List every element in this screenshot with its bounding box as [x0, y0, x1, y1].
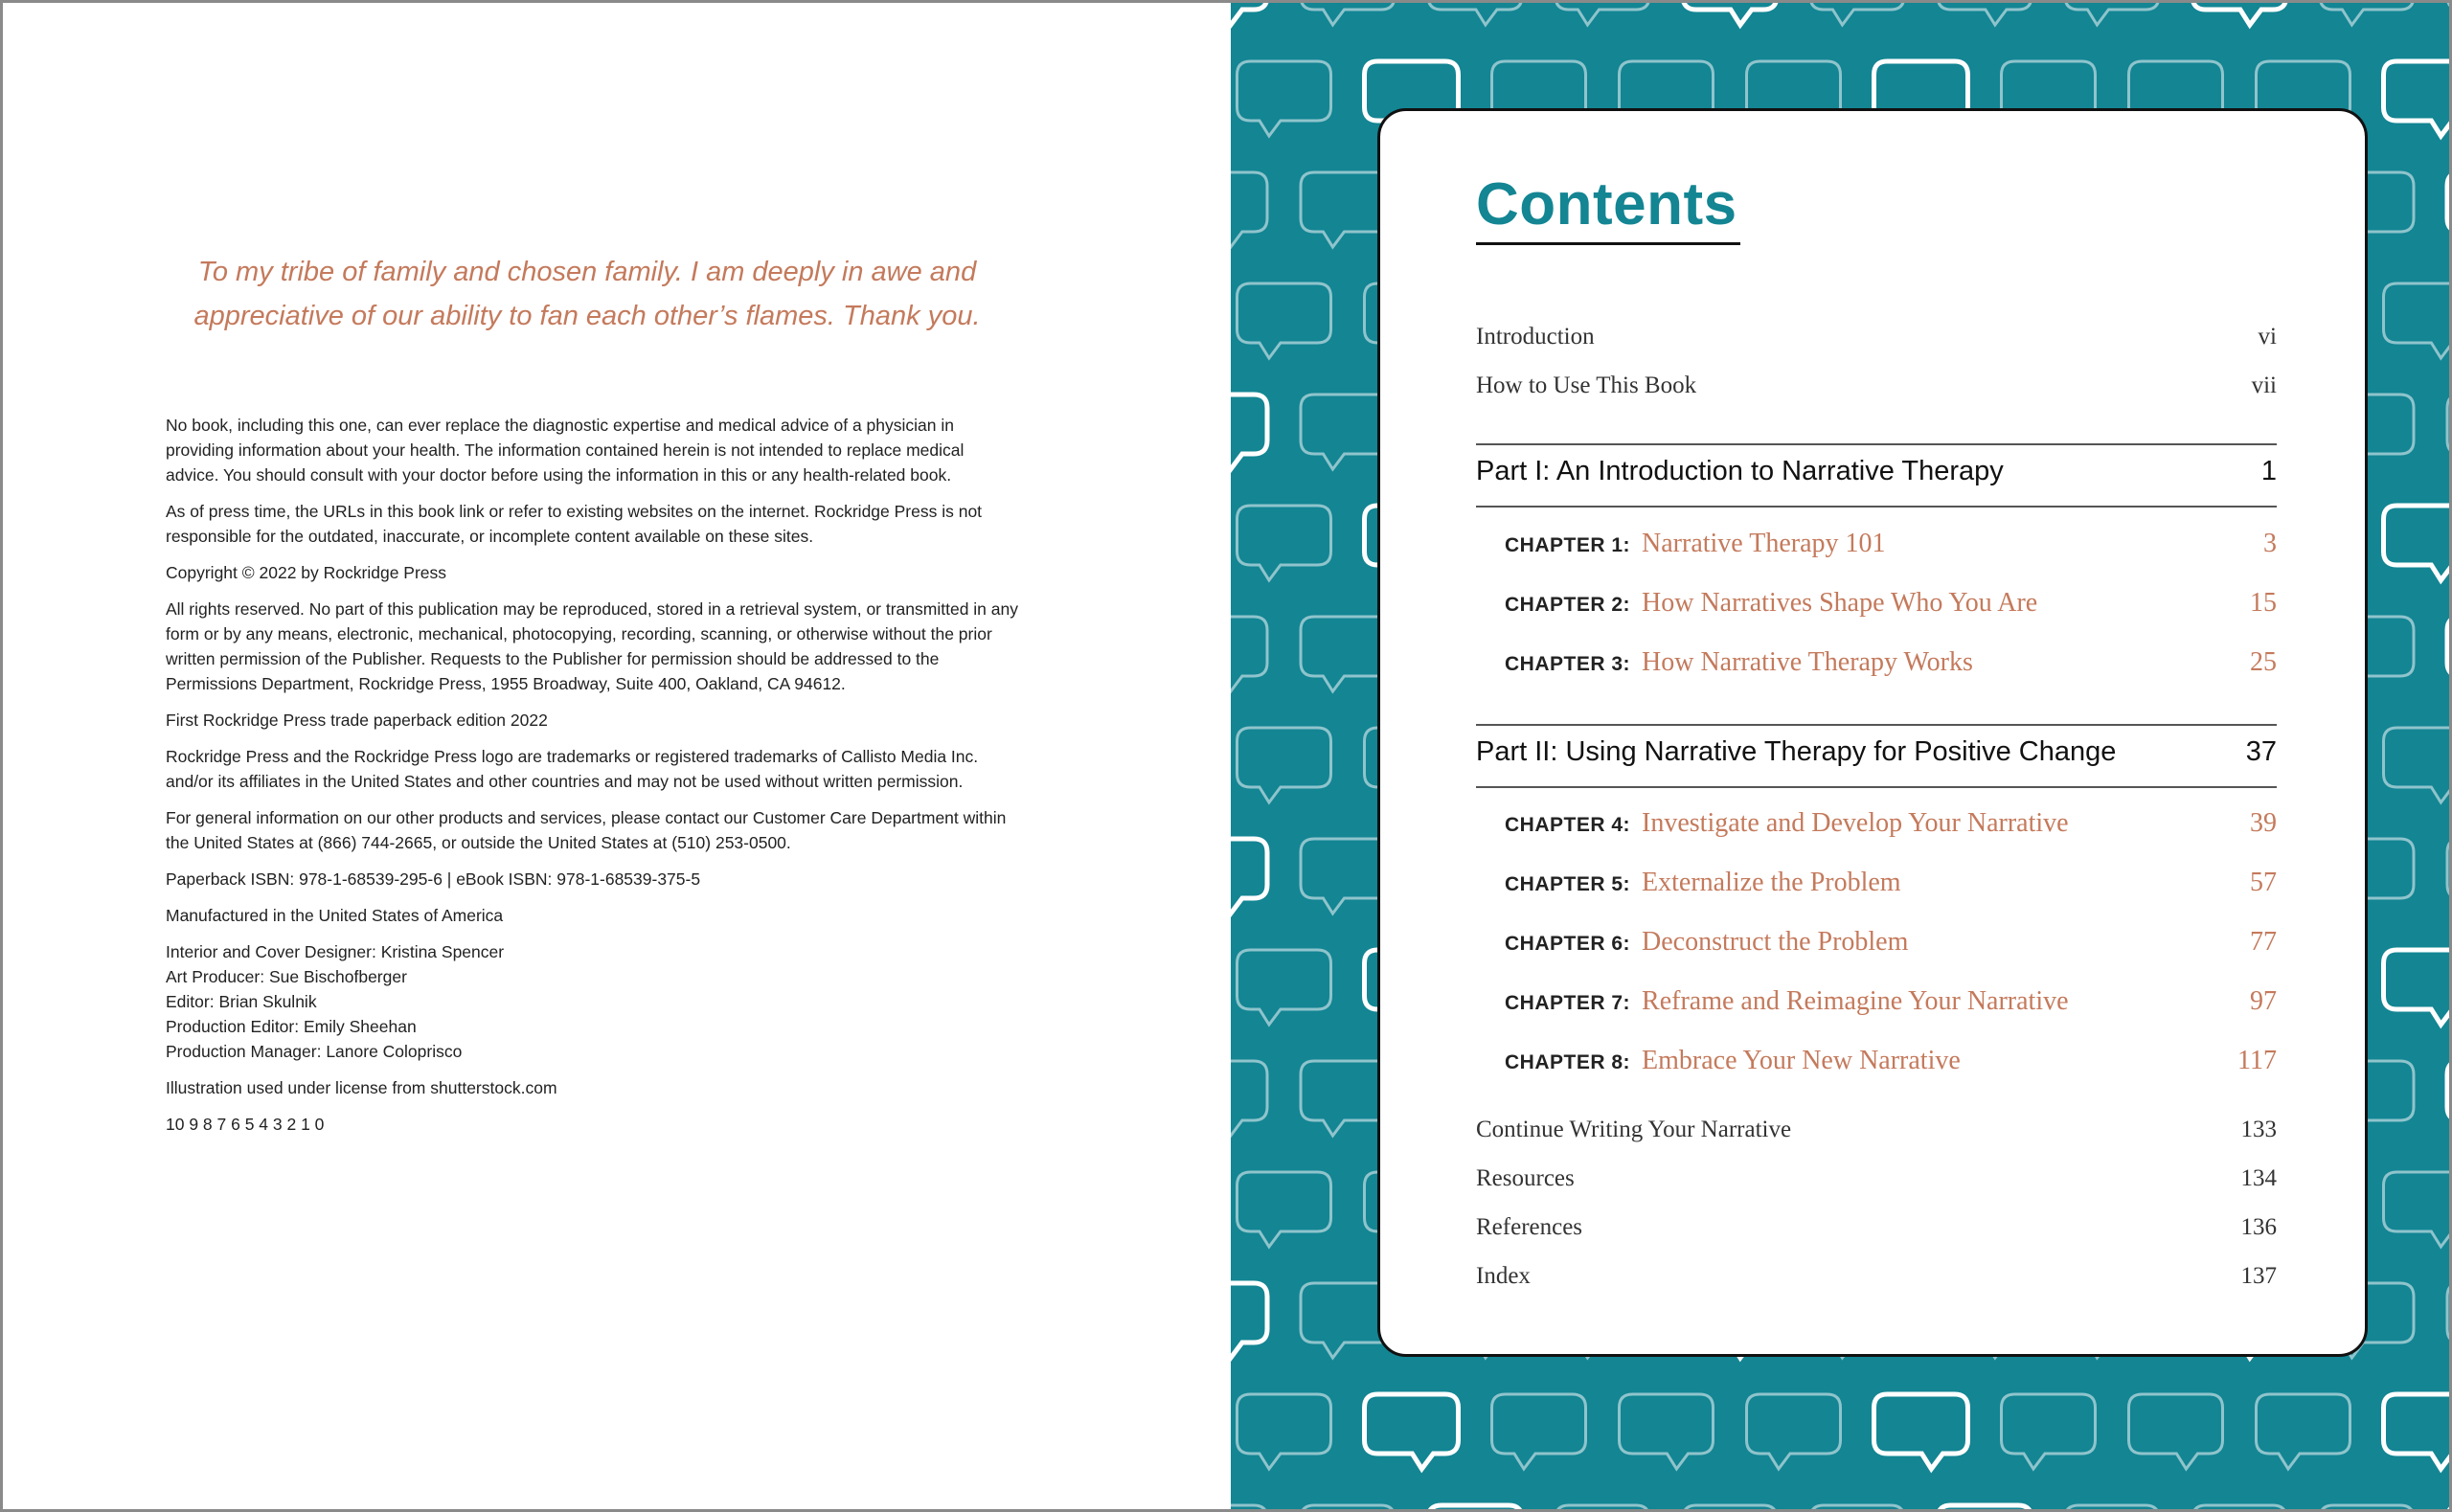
chapter-number: CHAPTER 1: [1505, 534, 1631, 556]
chapter-page: 97 [2250, 986, 2277, 1016]
toc-entry-introduction[interactable] [1476, 324, 2277, 350]
toc-chapter-3[interactable] [1505, 647, 2277, 678]
chapter-number: CHAPTER 6: [1505, 933, 1631, 955]
toc-chapter-7[interactable] [1505, 986, 2277, 1017]
chapter-title: Narrative Therapy 101 [1642, 529, 1886, 558]
chapter-number: CHAPTER 7: [1505, 992, 1631, 1014]
speech-bubble-shape [1231, 1505, 1267, 1512]
speech-bubble-shape [1231, 1061, 1267, 1136]
contents-title: Contents [1476, 171, 1737, 237]
chapter-page: 25 [2250, 647, 2277, 677]
toc-chapter-2[interactable] [1505, 588, 2277, 619]
divider [1476, 786, 2277, 788]
speech-bubble-shape [1231, 172, 1267, 247]
toc-entry-page: vii [2251, 372, 2277, 398]
speech-bubble-shape [2257, 1394, 2350, 1469]
part-page: 37 [2245, 736, 2277, 767]
chapter-title: Deconstruct the Problem [1642, 927, 1909, 957]
credit-line: Art Producer: Sue Bischofberger [166, 967, 407, 986]
chapter-title: Embrace Your New Narrative [1642, 1046, 1961, 1075]
chapter-page: 57 [2250, 868, 2277, 897]
credit-line: Interior and Cover Designer: Kristina Spencer [166, 942, 505, 961]
speech-bubble-shape [1237, 61, 1331, 136]
toc-entry-label: How to Use This Book [1476, 372, 1697, 398]
speech-bubble-shape [1428, 1505, 1522, 1512]
speech-bubble-shape [2447, 1283, 2452, 1358]
chapter-page: 15 [2250, 588, 2277, 618]
toc-entry-page: 136 [2240, 1214, 2277, 1240]
credit-line: Production Manager: Lanore Coloprisco [166, 1042, 463, 1061]
speech-bubble-shape [1231, 395, 1267, 469]
speech-bubble-shape [1237, 1172, 1331, 1247]
toc-entry-page: 134 [2240, 1165, 2277, 1191]
contact-info: For general information on our other products and services, please contact our Customer Care Department within the United States at (866) 744-2665, or outside the United States at (510) 253-0500. [166, 808, 1007, 852]
toc-entry-label: Continue Writing Your Narrative [1476, 1117, 1792, 1142]
speech-bubble-shape [2129, 1394, 2223, 1469]
title-underline [1476, 242, 1740, 245]
speech-bubble-shape [2192, 3, 2286, 25]
chapter-page: 3 [2263, 529, 2277, 558]
speech-bubble-shape [2384, 728, 2452, 802]
toc-chapter-1[interactable] [1505, 529, 2277, 559]
toc-entry-label: Index [1476, 1263, 1531, 1289]
copyright-page [3, 3, 1231, 1512]
dedication: To my tribe of family and chosen family. I am deeply in awe and appreciative of our ability to fan each other’s flames. Thank you. [193, 257, 981, 331]
speech-bubble-shape [1555, 3, 1649, 25]
medical-disclaimer: No book, including this one, can ever replace the diagnostic expertise and medical advice of a physician in providing information about your health. The information contained herein is not intended to replace medical advice. You should consult with your doctor before using the information in this or any health-related book. [166, 416, 965, 485]
chapter-number: CHAPTER 8: [1505, 1051, 1631, 1073]
toc-entry-resources[interactable] [1476, 1165, 2277, 1192]
copyright-block [166, 413, 1018, 1148]
chapter-title: Externalize the Problem [1642, 868, 1901, 897]
toc-part-1[interactable] [1476, 456, 2277, 487]
speech-bubble-shape [1747, 1394, 1841, 1469]
toc-part-2[interactable] [1476, 736, 2277, 768]
speech-bubble-shape [2002, 1394, 2096, 1469]
divider [1476, 443, 2277, 445]
chapter-title: Reframe and Reimagine Your Narrative [1642, 986, 2069, 1016]
speech-bubble-shape [1810, 1505, 1904, 1512]
rights-reserved: All rights reserved. No part of this publication may be reproduced, stored in a retrieval system, or transmitted in any form or by any means, electronic, mechanical, photocopying, recording, scanning, or otherwise without the prior written permission of the Publisher. Requests to the Publisher for permission should be addressed to the Permissions Department, Rockridge Press, 1955 Broadway, Suite 400, Oakland, CA 94612. [166, 599, 1018, 693]
speech-bubble-shape [1231, 617, 1267, 691]
manufactured-line: Manufactured in the United States of America [166, 906, 504, 925]
speech-bubble-shape [2384, 61, 2452, 136]
speech-bubble-shape [1237, 506, 1331, 580]
chapter-page: 39 [2250, 808, 2277, 838]
speech-bubble-shape [1810, 3, 1904, 25]
divider [1476, 506, 2277, 508]
speech-bubble-shape [2384, 1172, 2452, 1247]
illustration-credit: Illustration used under license from shutterstock.com [166, 1078, 557, 1097]
chapter-title: How Narrative Therapy Works [1642, 647, 1973, 677]
toc-entry-how-to-use[interactable] [1476, 372, 2277, 399]
speech-bubble-shape [2384, 506, 2452, 580]
speech-bubble-shape [2320, 1505, 2414, 1512]
speech-bubble-shape [1938, 3, 2032, 25]
contents-card [1377, 108, 2368, 1357]
chapter-page: 77 [2250, 927, 2277, 957]
divider [1476, 724, 2277, 726]
speech-bubble-shape [1492, 1394, 1586, 1469]
speech-bubble-shape [2065, 1505, 2159, 1512]
speech-bubble-shape [1237, 283, 1331, 358]
speech-bubble-shape [1231, 1283, 1267, 1358]
speech-bubble-shape [2384, 283, 2452, 358]
speech-bubble-shape [2065, 3, 2159, 25]
speech-bubble-shape [2447, 839, 2452, 914]
speech-bubble-shape [2447, 1505, 2452, 1512]
toc-chapter-4[interactable] [1505, 808, 2277, 839]
part-page: 1 [2260, 456, 2277, 486]
speech-bubble-shape [2447, 617, 2452, 691]
chapter-number: CHAPTER 4: [1505, 814, 1631, 836]
toc-chapter-6[interactable] [1505, 927, 2277, 958]
speech-bubble-shape [1428, 3, 1522, 25]
speech-bubble-shape [1874, 1394, 1968, 1469]
chapter-number: CHAPTER 2: [1505, 594, 1631, 616]
part-label: Part I: An Introduction to Narrative Therapy [1476, 456, 2004, 486]
speech-bubble-shape [2447, 1061, 2452, 1136]
toc-entry-continue-writing[interactable] [1476, 1117, 2277, 1143]
speech-bubble-shape [1938, 1505, 2032, 1512]
toc-entry-label: Introduction [1476, 324, 1595, 350]
speech-bubble-shape [1301, 3, 1395, 25]
speech-bubble-shape [1237, 1394, 1331, 1469]
toc-entry-references[interactable] [1476, 1214, 2277, 1241]
edition-line: First Rockridge Press trade paperback edition 2022 [166, 711, 548, 730]
speech-bubble-shape [2320, 3, 2414, 25]
toc-chapter-8[interactable] [1505, 1046, 2277, 1076]
print-line: 10 9 8 7 6 5 4 3 2 1 0 [166, 1115, 325, 1134]
speech-bubble-shape [1365, 1394, 1459, 1469]
speech-bubble-shape [2447, 172, 2452, 247]
url-disclaimer: As of press time, the URLs in this book link or refer to existing websites on the internet. Rockridge Press is not responsible for the outdated, inaccurate, or incomplete content available on these sites. [166, 502, 983, 546]
credits-list [166, 939, 1018, 1064]
speech-bubble-shape [2447, 395, 2452, 469]
trademark-notice: Rockridge Press and the Rockridge Press logo are trademarks or registered trademarks of Callisto Media Inc. and/or its affiliates in the United States and other countries and may not be used without written permission. [166, 747, 979, 791]
chapter-number: CHAPTER 3: [1505, 653, 1631, 675]
speech-bubble-shape [1683, 1505, 1777, 1512]
speech-bubble-shape [1231, 839, 1267, 914]
speech-bubble-shape [2447, 3, 2452, 25]
chapter-number: CHAPTER 5: [1505, 873, 1631, 895]
copyright-line: Copyright © 2022 by Rockridge Press [166, 563, 447, 582]
speech-bubble-shape [1301, 1505, 1395, 1512]
speech-bubble-shape [1555, 1505, 1649, 1512]
credit-line: Editor: Brian Skulnik [166, 992, 317, 1011]
speech-bubble-shape [1620, 1394, 1714, 1469]
chapter-page: 117 [2237, 1046, 2277, 1075]
contents-page [1231, 3, 2452, 1512]
toc-entry-page: 137 [2240, 1263, 2277, 1289]
chapter-title: Investigate and Develop Your Narrative [1642, 808, 2069, 838]
toc-chapter-5[interactable] [1505, 868, 2277, 898]
toc-entry-index[interactable] [1476, 1263, 2277, 1290]
part-label: Part II: Using Narrative Therapy for Positive Change [1476, 736, 2117, 767]
chapter-title: How Narratives Shape Who You Are [1642, 588, 2038, 618]
toc-entry-label: References [1476, 1214, 1583, 1240]
speech-bubble-shape [2384, 950, 2452, 1025]
speech-bubble-shape [1683, 3, 1777, 25]
toc-entry-page: vi [2258, 324, 2277, 350]
speech-bubble-shape [2192, 1505, 2286, 1512]
speech-bubble-shape [1237, 950, 1331, 1025]
toc-entry-label: Resources [1476, 1165, 1575, 1191]
toc-entry-page: 133 [2240, 1117, 2277, 1142]
isbn-line: Paperback ISBN: 978-1-68539-295-6 | eBook ISBN: 978-1-68539-375-5 [166, 869, 701, 889]
speech-bubble-shape [1237, 728, 1331, 802]
credit-line: Production Editor: Emily Sheehan [166, 1017, 417, 1036]
speech-bubble-shape [2384, 1394, 2452, 1469]
speech-bubble-shape [1231, 3, 1267, 25]
